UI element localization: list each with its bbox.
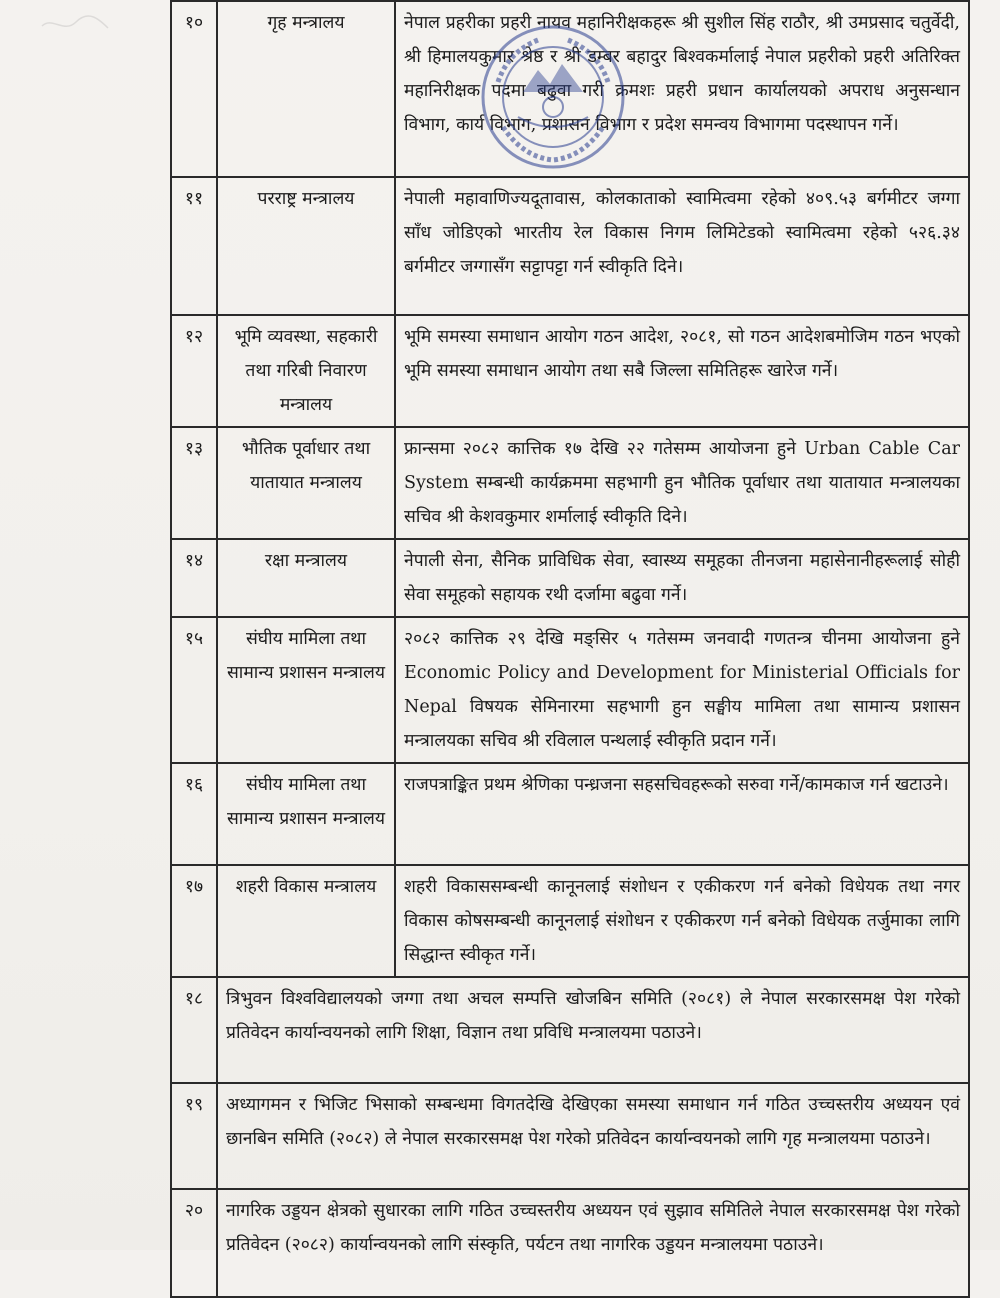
row-number: ११ [171, 177, 217, 315]
decision-text: नेपाल प्रहरीका प्रहरी नायव महानिरीक्षकहरू श्री सुशील सिंह राठौर, श्री उमप्रसाद चतुर्वेदी, श्री हिमालयकुमार श्रेष्ठ र श्री डम्बर बहादुर बिश्वकर्मालाई नेपाल प्रहरीको प्रहरी अतिरिक्त महानिरीक्षक पदमा बढुवा गरी क्रमशः प्रहरी प्रधान कार्यालयको अपराध अनुसन्धान विभाग, कार्य विभाग, प्रशासन विभाग र प्रदेश समन्वय विभागमा पदस्थापन गर्ने। [395, 1, 969, 177]
table-row [171, 539, 969, 617]
row-number: १३ [171, 427, 217, 539]
row-number: १८ [171, 977, 217, 1083]
row-number: १४ [171, 539, 217, 617]
row-number: १२ [171, 315, 217, 427]
ministry-name: संघीय मामिला तथा सामान्य प्रशासन मन्त्रालय [217, 617, 395, 763]
row-number: १९ [171, 1083, 217, 1189]
decision-text: नागरिक उड्डयन क्षेत्रको सुधारका लागि गठित उच्चस्तरीय अध्ययन एवं सुझाव समितिले नेपाल सरकारसमक्ष पेश गरेको प्रतिवेदन (२०८२) कार्यान्वयनको लागि संस्कृति, पर्यटन तथा नागरिक उड्डयन मन्त्रालयमा पठाउने। [217, 1189, 969, 1297]
ministry-name: शहरी विकास मन्त्रालय [217, 865, 395, 977]
ministry-name: भूमि व्यवस्था, सहकारी तथा गरिबी निवारण मन्त्रालय [217, 315, 395, 427]
table-row [171, 763, 969, 865]
table-row [171, 1, 969, 177]
table-row [171, 315, 969, 427]
ministry-name: संघीय मामिला तथा सामान्य प्रशासन मन्त्रालय [217, 763, 395, 865]
table-row [171, 1083, 969, 1189]
decision-text: भूमि समस्या समाधान आयोग गठन आदेश, २०८१, सो गठन आदेशबमोजिम गठन भएको भूमि समस्या समाधान आयोग तथा सबै जिल्ला समितिहरू खारेज गर्ने। [395, 315, 969, 427]
table-row [171, 865, 969, 977]
table-row [171, 977, 969, 1083]
row-number: १७ [171, 865, 217, 977]
ministry-name: परराष्ट्र मन्त्रालय [217, 177, 395, 315]
row-number: १० [171, 1, 217, 177]
ministry-name: गृह मन्त्रालय [217, 1, 395, 177]
table-row [171, 1189, 969, 1297]
table-row [171, 617, 969, 763]
cabinet-decisions-table [170, 0, 970, 1298]
decision-text: नेपाली महावाणिज्यदूतावास, कोलकाताको स्वामित्वमा रहेको ४०९.५३ बर्गमीटर जग्गा साँध जोडिएको भारतीय रेल विकास निगम लिमिटेडको स्वामित्वमा रहेको ५२६.३४ बर्गमीटर जग्गासँग सट्टापट्टा गर्न स्वीकृति दिने। [395, 177, 969, 315]
row-number: १६ [171, 763, 217, 865]
decision-text: नेपाली सेना, सैनिक प्राविधिक सेवा, स्वास्थ्य समूहका तीनजना महासेनानीहरूलाई सोही सेवा समूहको सहायक रथी दर्जामा बढुवा गर्ने। [395, 539, 969, 617]
decision-text: शहरी विकाससम्बन्धी कानूनलाई संशोधन र एकीकरण गर्न बनेको विधेयक तथा नगर विकास कोषसम्बन्धी कानूनलाई संशोधन र एकीकरण गर्न बनेको विधेयक तर्जुमाका लागि सिद्धान्त स्वीकृत गर्ने। [395, 865, 969, 977]
ministry-name: रक्षा मन्त्रालय [217, 539, 395, 617]
decision-text: फ्रान्समा २०८२ कात्तिक १७ देखि २२ गतेसम्म आयोजना हुने Urban Cable Car System सम्बन्धी कार्यक्रममा सहभागी हुन भौतिक पूर्वाधार तथा यातायात मन्त्रालयका सचिव श्री केशवकुमार शर्मालाई स्वीकृति दिने। [395, 427, 969, 539]
paper-smudge-mark [40, 12, 110, 36]
table-row [171, 177, 969, 315]
row-number: २० [171, 1189, 217, 1297]
decision-text: अध्यागमन र भिजिट भिसाको सम्बन्धमा विगतदेखि देखिएका समस्या समाधान गर्न गठित उच्चस्तरीय अध्ययन एवं छानबिन समिति (२०८२) ले नेपाल सरकारसमक्ष पेश गरेको प्रतिवेदन कार्यान्वयनको लागि गृह मन्त्रालयमा पठाउने। [217, 1083, 969, 1189]
ministry-name: भौतिक पूर्वाधार तथा यातायात मन्त्रालय [217, 427, 395, 539]
decision-text: त्रिभुवन विश्वविद्यालयको जग्गा तथा अचल सम्पत्ति खोजबिन समिति (२०८१) ले नेपाल सरकारसमक्ष पेश गरेको प्रतिवेदन कार्यान्वयनको लागि शिक्षा, विज्ञान तथा प्रविधि मन्त्रालयमा पठाउने। [217, 977, 969, 1083]
decision-text: राजपत्राङ्कित प्रथम श्रेणिका पन्ध्रजना सहसचिवहरूको सरुवा गर्ने/कामकाज गर्न खटाउने। [395, 763, 969, 865]
row-number: १५ [171, 617, 217, 763]
decision-text: २०८२ कात्तिक २९ देखि मङ्सिर ५ गतेसम्म जनवादी गणतन्त्र चीनमा आयोजना हुने Economic Policy and Development for Ministerial Officials for Nepal विषयक सेमिनारमा सहभागी हुन सङ्घीय मामिला तथा सामान्य प्रशासन मन्त्रालयका सचिव श्री रविलाल पन्थलाई स्वीकृति प्रदान गर्ने। [395, 617, 969, 763]
table-row [171, 427, 969, 539]
